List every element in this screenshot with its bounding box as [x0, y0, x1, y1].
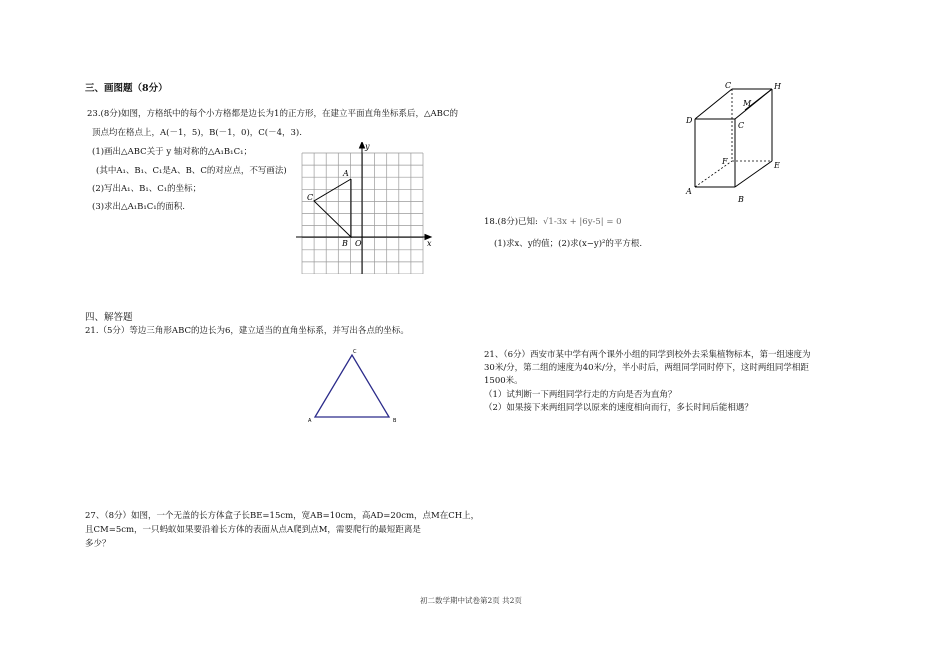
q23-item1: (1)画出△ABC关于 y 轴对称的△A₁B₁C₁；	[92, 147, 252, 157]
triangle-label-a: A	[308, 418, 312, 424]
cuboid-figure	[680, 78, 790, 206]
section4-heading: 四、解答题	[85, 312, 133, 323]
point-c-label: C	[307, 193, 314, 202]
x-axis-label: x	[427, 239, 432, 248]
origin-label: O	[355, 239, 362, 248]
point-a-label: A	[343, 169, 349, 178]
q23-line2: 顶点均在格点上，A(－1，5)，B(－1，0)，C(－4，3).	[92, 128, 302, 138]
cuboid-label-b: B	[738, 195, 744, 204]
triangle-abc-shape	[315, 355, 389, 417]
page-footer: 初二数学期中试卷第2页 共2页	[420, 596, 522, 605]
triangle-label-c: C	[353, 349, 357, 355]
cuboid-label-c: C	[738, 121, 745, 130]
q21b-line2: 30米/分，第二组的速度为40米/分，半小时后，两组同学同时停下，这时两组同学相距	[484, 363, 809, 373]
cuboid-label-h: H	[774, 82, 781, 91]
section3-heading: 三、画图题（8分）	[85, 83, 168, 94]
y-axis-label: y	[365, 142, 370, 151]
cuboid-label-f: F	[722, 157, 728, 166]
triangle-abc	[314, 179, 351, 237]
q21b-item1: （1）试判断一下两组同学行走的方向是否为直角？	[484, 390, 677, 400]
q21b-item2: （2）如果接下来两组同学以原来的速度相向而行，多长时间后能相遇？	[484, 403, 753, 413]
cuboid-label-e: E	[774, 161, 780, 170]
triangle-label-b: B	[393, 418, 397, 424]
q23-item2: (2)写出A₁、B₁、C₁的坐标；	[92, 184, 202, 194]
q18-formula: √1-3x + |6y-5| = 0	[543, 217, 622, 227]
q23-item3: (3)求出△A₁B₁C₁的面积.	[92, 202, 185, 212]
equilateral-triangle-figure	[306, 346, 402, 424]
q23-item1-note: (其中A₁、B₁、C₁是A、B、C的对应点，不写画法)	[96, 166, 287, 176]
q21b-line3: 1500米。	[484, 376, 523, 386]
q27-line1: 27、（8分）如图，一个无盖的长方体盒子长BE=15cm，宽AB=10cm，高AD=20cm，点M在CH上，	[85, 511, 480, 521]
q21a-text: 21.（5分）等边三角形ABC的边长为6，建立适当的直角坐标系，并写出各点的坐标。	[85, 326, 409, 336]
q18-prefix: 18.(8分)已知:	[484, 217, 538, 227]
cuboid-label-a: A	[686, 187, 692, 196]
q18-question: (1)求x、y的值；(2)求(x−y)²的平方根.	[494, 239, 643, 249]
y-axis-arrow	[360, 142, 365, 148]
cuboid-label-d: D	[686, 116, 693, 125]
coordinate-grid-figure	[296, 142, 436, 274]
q21b-line1: 21、（6分）西安市某中学有两个课外小组的同学到校外去采集植物标本，第一组速度为	[484, 350, 811, 360]
q23-line1: 23.(8分)如图，方格纸中的每个小方格都是边长为1的正方形，在建立平面直角坐标系后，△ABC的	[87, 109, 459, 119]
point-b-label: B	[342, 239, 348, 248]
cuboid-label-m: M	[743, 99, 752, 108]
q27-line2: 且CM=5cm，一只蚂蚁如果要沿着长方体的表面从点A爬到点M，需要爬行的最短距离是	[85, 525, 421, 535]
cuboid-label-c-top: C	[725, 81, 732, 90]
q27-line3: 多少？	[85, 539, 111, 549]
